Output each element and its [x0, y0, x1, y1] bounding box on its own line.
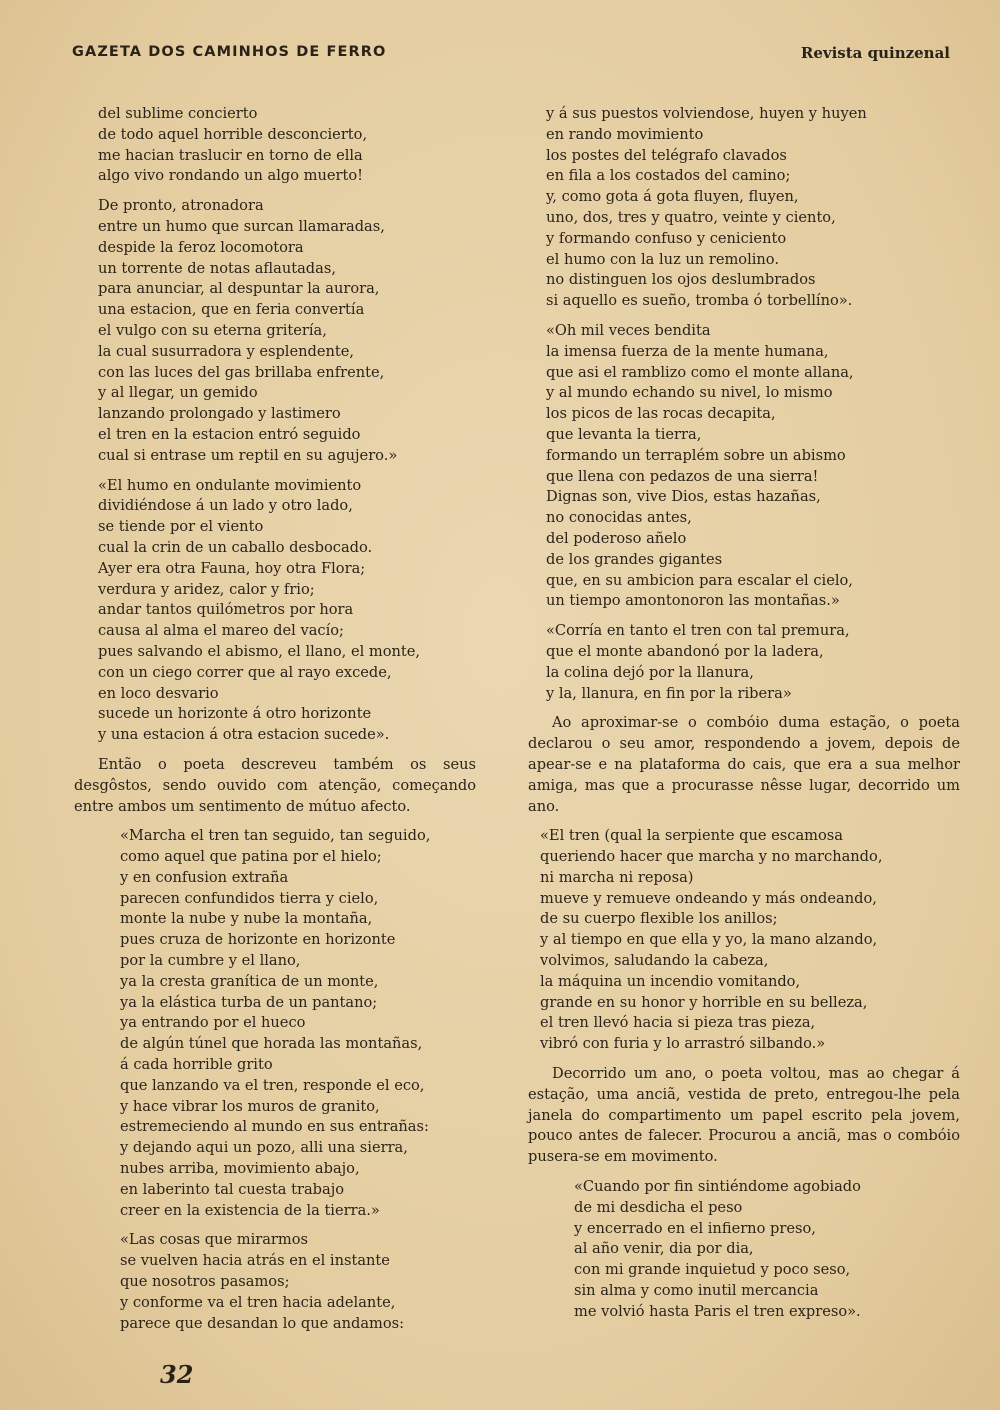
poem-line: y conforme va el tren hacia adelante,: [120, 1293, 396, 1311]
poem-line: y, como gota á gota fluyen, fluyen,: [546, 188, 799, 206]
poem-line: el tren en la estacion entró seguido: [98, 425, 361, 443]
poem-line: con mi grande inquietud y poco seso,: [574, 1261, 851, 1279]
poem-line: andar tantos quilómetros por hora: [98, 601, 354, 619]
poem-line: el humo con la luz un remolino.: [546, 250, 779, 268]
poem-line: uno, dos, tres y quatro, veinte y ciento,: [546, 208, 836, 226]
poem-line: se tiende por el viento: [98, 518, 264, 536]
poem-line: parecen confundidos tierra y cielo,: [120, 889, 379, 907]
poem-line: que asi el ramblizo como el monte allana,: [546, 363, 854, 381]
poem-stanza: [74, 826, 476, 1221]
poem-line: causa al alma el mareo del vacío;: [98, 622, 344, 640]
poem-line: entre un humo que surcan llamaradas,: [98, 217, 385, 235]
poem-line: parece que desandan lo que andamos:: [120, 1314, 405, 1332]
poem-line: para anunciar, al despuntar la aurora,: [98, 280, 380, 298]
poem-line: ya la cresta granítica de un monte,: [120, 972, 379, 990]
poem-line: «Las cosas que mirarmos: [120, 1231, 309, 1249]
poem-line: vibró con furia y lo arrastró silbando.»: [540, 1035, 826, 1053]
poem-line: la colina dejó por la llanura,: [546, 663, 754, 681]
poem-line: por la cumbre y el llano,: [120, 952, 301, 970]
poem-line: cual la crin de un caballo desbocado.: [98, 538, 373, 556]
poem-line: creer en la existencia de la tierra.»: [120, 1201, 380, 1219]
poem-line: formando un terraplém sobre un abismo: [546, 446, 846, 464]
poem-line: en loco desvario: [98, 684, 219, 702]
poem-line: no conocidas antes,: [546, 509, 692, 527]
poem-line: algo vivo rondando un algo muerto!: [98, 167, 364, 185]
poem-line: que llena con pedazos de una sierra!: [546, 467, 819, 485]
poem-line: en rando movimiento: [546, 125, 704, 143]
poem-line: se vuelven hacia atrás en el instante: [120, 1252, 390, 1270]
poem-line: del poderoso añelo: [546, 529, 687, 547]
poem-line: mueve y remueve ondeando y más ondeando,: [540, 889, 877, 907]
running-header: [72, 44, 950, 70]
left-column: [74, 104, 476, 1343]
poem-line: y encerrado en el infierno preso,: [574, 1219, 816, 1237]
poem-line: sin alma y como inutil mercancia: [574, 1282, 819, 1300]
poem-line: y en confusion extraña: [120, 868, 289, 886]
poem-line: «Oh mil veces bendita: [546, 321, 711, 339]
poem-line: queriendo hacer que marcha y no marchando,: [540, 848, 883, 866]
poem-line: del sublime concierto: [98, 105, 258, 122]
poem-line: ya entrando por el hueco: [120, 1014, 306, 1032]
poem-line: la imensa fuerza de la mente humana,: [546, 342, 829, 360]
poem-line: monte la nube y nube la montaña,: [120, 910, 373, 928]
poem-line: los postes del telégrafo clavados: [546, 146, 787, 164]
poem-line: me volvió hasta Paris el tren expreso».: [574, 1302, 861, 1320]
poem-line: y á sus puestos volviendose, huyen y huyen: [546, 105, 867, 122]
poem-stanza: [74, 1230, 476, 1334]
prose-paragraph: Ao aproximar-se o combóio duma estação, o poeta declarou o seu amor, respondendo a jovem, depois de apear-se e na plataforma do cais, que era a sua melhor amiga, mas que a procurasse nêsse lugar, decorrido um ano.: [528, 714, 960, 815]
poem-line: de todo aquel horrible desconcierto,: [98, 125, 368, 143]
poem-line: Ayer era otra Fauna, hoy otra Flora;: [98, 559, 366, 577]
poem-stanza: [528, 104, 960, 312]
poem-stanza: [528, 621, 960, 704]
poem-line: los picos de las rocas decapita,: [546, 405, 776, 423]
poem-line: si aquello es sueño, tromba ó torbellíno».: [546, 292, 853, 310]
poem-line: que levanta la tierra,: [546, 425, 702, 443]
poem-line: «El humo en ondulante movimiento: [98, 476, 362, 494]
poem-line: ya la elástica turba de un pantano;: [120, 993, 378, 1011]
poem-stanza: [528, 1177, 960, 1323]
poem-line: cual si entrase um reptil en su agujero.»: [98, 446, 398, 464]
poem-line: que nosotros pasamos;: [120, 1273, 290, 1291]
poem-line: y la, llanura, en fin por la ribera»: [546, 684, 792, 702]
prose-paragraph: Então o poeta descreveu também os seus desgôstos, sendo ouvido com atenção, começando entre ambos um sentimento de mútuo afecto.: [74, 755, 476, 815]
journal-subtitle: Revista quinzenal: [800, 44, 950, 62]
poem-line: el tren llevó hacia si pieza tras pieza,: [540, 1014, 816, 1032]
poem-line: dividiéndose á un lado y otro lado,: [98, 497, 353, 515]
poem-line: un tiempo amontonoron las montañas.»: [546, 592, 840, 610]
poem-line: ni marcha ni reposa): [540, 868, 694, 886]
poem-line: pues cruza de horizonte en horizonte: [120, 931, 396, 949]
poem-line: una estacion, que en feria convertía: [98, 301, 365, 319]
poem-line: y formando confuso y ceniciento: [546, 229, 787, 247]
poem-line: la cual susurradora y esplendente,: [98, 342, 355, 360]
poem-line: y al mundo echando su nivel, lo mismo: [546, 384, 833, 402]
poem-stanza: [74, 196, 476, 466]
poem-line: y al tiempo en que ella y yo, la mano alzando,: [540, 931, 878, 949]
poem-line: de mi desdicha el peso: [574, 1198, 743, 1216]
right-column: [528, 104, 960, 1332]
poem-line: sucede un horizonte á otro horizonte: [98, 705, 372, 723]
poem-line: grande en su honor y horrible en su belleza,: [540, 993, 868, 1011]
poem-line: pues salvando el abismo, el llano, el monte,: [98, 642, 421, 660]
poem-line: lanzando prolongado y lastimero: [98, 405, 341, 423]
poem-line: verdura y aridez, calor y frio;: [98, 580, 315, 598]
poem-line: que, en su ambicion para escalar el cielo,: [546, 571, 853, 589]
poem-line: al año venir, dia por dia,: [574, 1240, 754, 1258]
poem-line: y una estacion á otra estacion sucede».: [98, 726, 390, 744]
poem-line: á cada horrible grito: [120, 1056, 273, 1074]
poem-line: la máquina un incendio vomitando,: [540, 972, 801, 990]
poem-line: Dignas son, vive Dios, estas hazañas,: [546, 488, 821, 506]
poem-line: con un ciego correr que al rayo excede,: [98, 663, 392, 681]
poem-line: no distinguen los ojos deslumbrados: [546, 271, 816, 289]
poem-line: de los grandes gigantes: [546, 550, 723, 568]
poem-line: y al llegar, un gemido: [98, 384, 258, 402]
poem-line: con las luces del gas brillaba enfrente,: [98, 363, 385, 381]
poem-line: y dejando aqui un pozo, alli una sierra,: [120, 1139, 408, 1157]
poem-line: que lanzando va el tren, responde el eco,: [120, 1076, 425, 1094]
journal-title: GAZETA DOS CAMINHOS DE FERRO: [72, 44, 387, 60]
poem-line: de su cuerpo flexible los anillos;: [540, 910, 778, 928]
poem-line: «El tren (qual la serpiente que escamosa: [540, 827, 843, 845]
poem-line: en fila a los costados del camino;: [546, 167, 791, 185]
poem-stanza: [74, 476, 476, 746]
poem-stanza: [74, 104, 476, 187]
poem-line: me hacian traslucir en torno de ella: [98, 146, 363, 164]
poem-line: «Marcha el tren tan seguido, tan seguido,: [120, 827, 431, 845]
poem-line: «Corría en tanto el tren con tal premura,: [546, 622, 850, 640]
poem-line: y hace vibrar los muros de granito,: [120, 1097, 380, 1115]
page-number: 32: [160, 1360, 194, 1389]
poem-line: en laberinto tal cuesta trabajo: [120, 1180, 345, 1198]
poem-line: que el monte abandonó por la ladera,: [546, 642, 824, 660]
poem-stanza: [528, 826, 960, 1055]
poem-line: el vulgo con su eterna gritería,: [98, 321, 327, 339]
poem-line: despide la feroz locomotora: [98, 238, 304, 256]
poem-stanza: [528, 321, 960, 612]
prose-paragraph: Decorrido um ano, o poeta voltou, mas ao chegar á estação, uma anciã, vestida de preto, entregou-lhe pela janela do compartimento um papel escrito pela jovem, pouco antes de falecer. Procurou a anciã, mas o combóio pusera-se em movimento.: [528, 1065, 960, 1166]
poem-line: «Cuando por fin sintiéndome agobiado: [574, 1178, 861, 1196]
poem-line: nubes arriba, movimiento abajo,: [120, 1160, 360, 1178]
poem-line: volvimos, saludando la cabeza,: [540, 952, 769, 970]
poem-line: de algún túnel que horada las montañas,: [120, 1035, 423, 1053]
poem-line: un torrente de notas aflautadas,: [98, 259, 336, 277]
poem-line: estremeciendo al mundo en sus entrañas:: [120, 1118, 429, 1136]
poem-line: como aquel que patina por el hielo;: [120, 848, 382, 866]
poem-line: De pronto, atronadora: [98, 197, 264, 215]
